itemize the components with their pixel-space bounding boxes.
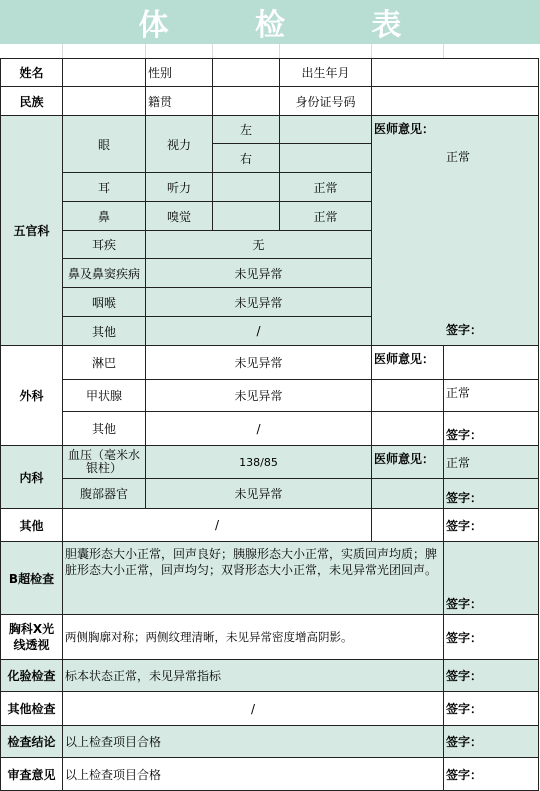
review-signature: 签字： [444,758,539,791]
lymph-value: 未见异常 [146,346,372,380]
internal-doctor-label: 医师意见： [372,446,444,479]
gender-label: 性别 [146,59,213,87]
section-b-ultrasound: B超检查 [1,542,63,615]
abdomen-label: 腹部器官 [63,479,146,509]
smell-label: 嗅觉 [146,202,213,231]
birth-label: 出生年月 [280,59,372,87]
section-surgery: 外科 [1,346,63,446]
hearing-value: 正常 [280,173,372,202]
surgery-blank-2 [372,412,444,446]
ethnicity-label: 民族 [1,87,63,116]
smell-blank[interactable] [213,202,280,231]
surgery-other-value: / [146,412,372,446]
other-exam-value: / [63,692,444,726]
five-sense-opinion: 正常 [446,150,471,164]
section-lab: 化验检查 [1,660,63,692]
vision-label: 视力 [146,116,213,173]
b-ultrasound-signature: 签字： [444,542,539,615]
section-review: 审查意见 [1,758,63,791]
doctor-opinion-label: 医师意见： [374,122,435,136]
surgery-opinion-blank [444,346,539,380]
surgery-other-label: 其他 [63,412,146,446]
section-conclusion: 检查结论 [1,726,63,758]
review-value: 以上检查项目合格 [63,758,444,791]
section-internal: 内科 [1,446,63,509]
native-place-label: 籍贯 [146,87,213,116]
ear-disease-label: 耳疾 [63,231,146,259]
signature-label: 签字： [446,323,483,337]
right-eye-label: 右 [213,144,280,173]
other-exam-signature: 签字： [444,692,539,726]
blood-pressure-value: 138/85 [146,446,372,479]
xray-value: 两侧胸廓对称；两侧纹理清晰，未见异常密度增高阴影。 [63,615,444,660]
id-number-field[interactable] [372,87,539,116]
surgery-doctor-label: 医师意见： [372,346,444,380]
surgery-opinion: 正常 [444,380,539,412]
others-value: / [63,509,372,542]
b-ultrasound-value: 胆囊形态大小正常，回声良好；胰腺形态大小正常，实质回声均质；脾脏形态大小正常，回声均匀；双肾形态大小正常，未见异常光团回声。 [63,542,444,615]
left-eye-value[interactable] [280,116,372,144]
conclusion-value: 以上检查项目合格 [63,726,444,758]
ethnicity-field[interactable] [63,87,146,116]
form-title: 体 检 表 [138,8,440,43]
internal-blank [372,479,444,509]
left-eye-label: 左 [213,116,280,144]
ear-disease-value: 无 [146,231,372,259]
section-other-exam: 其他检查 [1,692,63,726]
internal-opinion: 正常 [444,446,539,479]
right-eye-value[interactable] [280,144,372,173]
ear-label: 耳 [63,173,146,202]
nasal-label: 鼻及鼻窦疾病 [63,259,146,288]
throat-value: 未见异常 [146,288,372,317]
hearing-label: 听力 [146,173,213,202]
birth-field[interactable] [372,59,539,87]
thyroid-label: 甲状腺 [63,380,146,412]
nasal-value: 未见异常 [146,259,372,288]
five-other-value: / [146,317,372,346]
throat-label: 咽喉 [63,288,146,317]
abdomen-value: 未见异常 [146,479,372,509]
spacer-row [0,44,540,58]
id-number-label: 身份证号码 [280,87,372,116]
blood-pressure-label: 血压（毫米水银柱） [63,446,146,479]
others-blank [372,509,444,542]
form-title-bar [0,0,540,44]
medical-exam-form [0,58,539,791]
section-five-sense: 五官科 [1,116,63,346]
xray-signature: 签字： [444,615,539,660]
smell-value: 正常 [280,202,372,231]
others-signature: 签字： [444,509,539,542]
gender-field[interactable] [213,59,280,87]
five-sense-opinion-cell [372,116,539,346]
lab-signature: 签字： [444,660,539,692]
nose-label: 鼻 [63,202,146,231]
native-place-field[interactable] [213,87,280,116]
name-field[interactable] [63,59,146,87]
internal-signature: 签字： [444,479,539,509]
conclusion-signature: 签字： [444,726,539,758]
surgery-signature: 签字： [444,412,539,446]
section-xray: 胸科X光线透视 [1,615,63,660]
lab-value: 标本状态正常，未见异常指标 [63,660,444,692]
lymph-label: 淋巴 [63,346,146,380]
eye-label: 眼 [63,116,146,173]
name-label: 姓名 [1,59,63,87]
hearing-blank[interactable] [213,173,280,202]
five-other-label: 其他 [63,317,146,346]
surgery-blank [372,380,444,412]
thyroid-value: 未见异常 [146,380,372,412]
section-others: 其他 [1,509,63,542]
